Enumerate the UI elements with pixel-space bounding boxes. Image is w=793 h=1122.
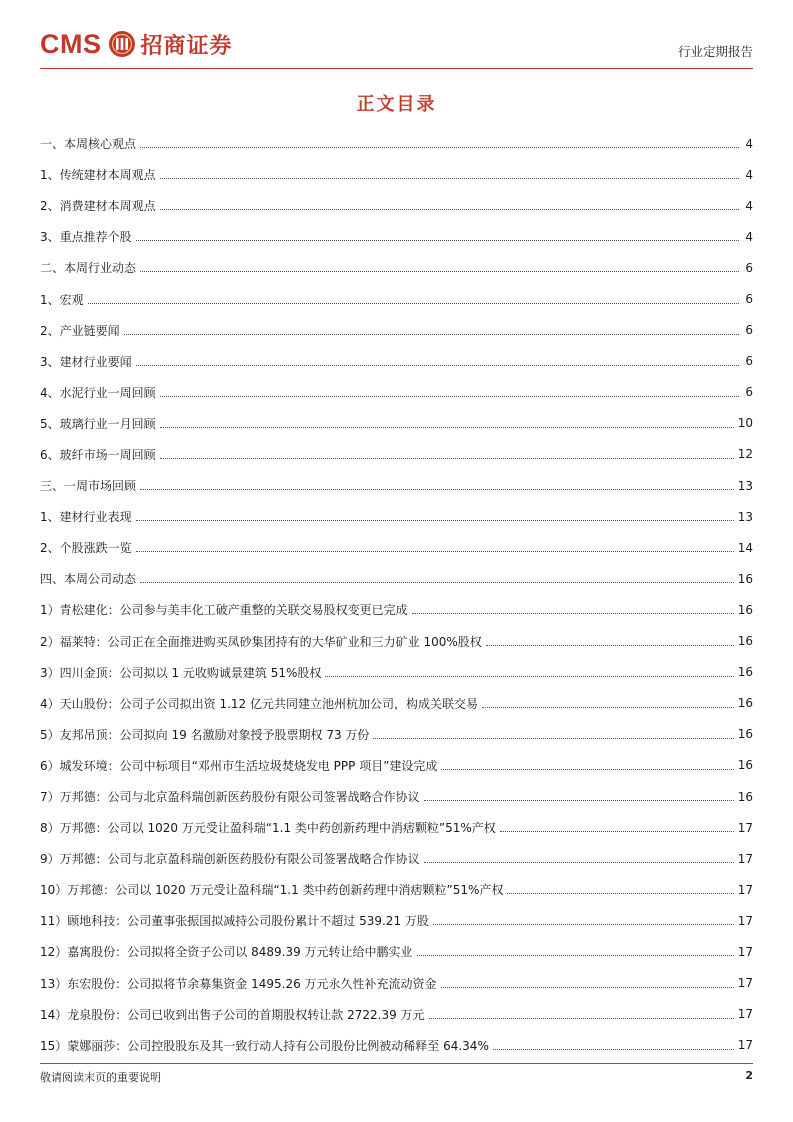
toc-entry-page: 6 [745,385,753,400]
toc-entry[interactable] [40,470,753,501]
toc-entry[interactable] [40,221,753,252]
header-divider [40,68,753,69]
toc-entry-title: 3、重点推荐个股 [40,230,132,245]
toc-entry[interactable] [40,999,753,1030]
toc-entry-page: 16 [737,758,753,773]
toc-entry[interactable] [40,781,753,812]
toc-entry[interactable] [40,377,753,408]
toc-dot-leader [417,955,734,956]
toc-dot-leader [136,520,734,521]
toc-entry-page: 10 [737,416,753,431]
toc-entry-page: 6 [745,260,753,275]
toc-dot-leader [482,707,734,708]
toc-dot-leader [441,987,734,988]
toc-dot-leader [429,1018,734,1019]
toc-dot-leader [160,396,739,397]
toc-entry[interactable] [40,252,753,283]
toc-entry-title: 12）嘉寓股份：公司拟将全资子公司以 8489.39 万元转让给中鹏实业 [40,945,413,960]
page-header [40,22,753,72]
toc-entry[interactable] [40,968,753,999]
toc-dot-leader [373,738,733,739]
toc-entry-title: 二、本周行业动态 [40,261,137,276]
toc-entry-title: 1、建材行业表现 [40,510,132,525]
toc-entry-title: 11）顾地科技：公司董事张振国拟减持公司股份累计不超过 539.21 万股 [40,914,429,929]
toc-entry[interactable] [40,905,753,936]
toc-dot-leader [140,271,739,272]
toc-entry[interactable] [40,936,753,967]
toc-dot-leader [140,489,734,490]
toc-entry-page: 13 [737,509,753,524]
toc-entry-title: 10）万邦德：公司以 1020 万元受让盈科瑞“1.1 类中药创新药理中消痞颗粒”51%产权 [40,883,504,898]
toc-entry-title: 15）蒙娜丽莎：公司控股股东及其一致行动人持有公司股份比例被动稀释至 64.34% [40,1038,489,1053]
toc-dot-leader [88,303,739,304]
toc-entry-page: 17 [737,882,753,897]
toc-entry-title: 9）万邦德：公司与北京盈科瑞创新医药股份有限公司签署战略合作协议 [40,852,420,867]
toc-entry[interactable] [40,408,753,439]
toc-entry[interactable] [40,315,753,346]
toc-entry-title: 三、一周市场回顾 [40,479,137,494]
logo-latin-text: CMS [40,28,102,59]
toc-dot-leader [500,831,734,832]
toc-dot-leader [160,458,734,459]
footer-divider [40,1063,753,1064]
toc-entry-page: 17 [737,944,753,959]
toc-entry-title: 14）龙泉股份：公司已收到出售子公司的首期股权转让款 2722.39 万元 [40,1007,425,1022]
toc-entry-page: 6 [745,292,753,307]
toc-dot-leader [441,769,733,770]
company-logo [40,26,233,62]
toc-entry[interactable] [40,626,753,657]
toc-entry-page: 6 [745,354,753,369]
toc-entry-title: 2、消费建材本周观点 [40,199,156,214]
toc-entry-title: 6、玻纤市场一周回顾 [40,447,156,462]
toc-entry[interactable] [40,843,753,874]
toc-entry-page: 4 [745,229,753,244]
toc-entry-title: 3、建材行业要闻 [40,354,132,369]
toc-entry[interactable] [40,346,753,377]
toc-entry-page: 16 [737,634,753,649]
toc-entry[interactable] [40,657,753,688]
toc-entry[interactable] [40,688,753,719]
toc-entry-page: 4 [745,198,753,213]
toc-entry[interactable] [40,1030,753,1061]
toc-entry[interactable] [40,563,753,594]
toc-entry-title: 4）天山股份：公司子公司拟出资 1.12 亿元共同建立池州杭加公司，构成关联交易 [40,696,478,711]
toc-entry[interactable] [40,283,753,314]
toc-entry-page: 16 [737,602,753,617]
toc-entry[interactable] [40,594,753,625]
toc-entry[interactable] [40,874,753,905]
toc-entry-page: 17 [737,913,753,928]
toc-entry-page: 12 [737,447,753,462]
toc-dot-leader [160,209,739,210]
toc-dot-leader [124,334,739,335]
toc-dot-leader [507,893,733,894]
footer-disclaimer: 敬请阅读末页的重要说明 [40,1071,161,1084]
logo-chinese-text: 招商证券 [140,32,233,59]
toc-entry-title: 1）青松建化：公司参与美丰化工破产重整的关联交易股权变更已完成 [40,603,408,618]
toc-entry-page: 17 [737,851,753,866]
toc-entry-page: 6 [745,323,753,338]
toc-entry-title: 7）万邦德：公司与北京盈科瑞创新医药股份有限公司签署战略合作协议 [40,790,420,805]
toc-dot-leader [140,582,734,583]
toc-entry-title: 2、个股涨跌一览 [40,541,132,556]
toc-entry[interactable] [40,812,753,843]
toc-entry-title: 1、宏观 [40,292,84,307]
toc-entry-page: 17 [737,820,753,835]
toc-dot-leader [486,645,734,646]
toc-entry-title: 13）东宏股份：公司拟将节余募集资金 1495.26 万元永久性补充流动资金 [40,976,437,991]
toc-dot-leader [160,427,734,428]
toc-entry-page: 14 [737,540,753,555]
toc-dot-leader [412,613,734,614]
toc-dot-leader [493,1049,734,1050]
logo-emblem-icon [108,30,136,58]
toc-entry-title: 8）万邦德：公司以 1020 万元受让盈科瑞“1.1 类中药创新药理中消痞颗粒”51%产权 [40,821,496,836]
toc-entry-title: 5、玻璃行业一月回顾 [40,416,156,431]
toc-entry-page: 17 [737,1038,753,1053]
toc-dot-leader [160,178,739,179]
toc-entry[interactable] [40,719,753,750]
toc-entry-page: 16 [737,696,753,711]
toc-dot-leader [136,551,734,552]
toc-entry-page: 4 [745,167,753,182]
toc-entry-page: 17 [737,1007,753,1022]
toc-dot-leader [325,676,733,677]
toc-entry-title: 四、本周公司动态 [40,572,137,587]
report-type-label: 行业定期报告 [677,44,753,59]
toc-entry[interactable] [40,439,753,470]
toc-entry-title: 6）城发环境：公司中标项目“邓州市生活垃圾焚烧发电 PPP 项目”建设完成 [40,758,438,773]
toc-entry-title: 一、本周核心观点 [40,137,137,152]
toc-entry[interactable] [40,532,753,563]
table-of-contents [40,128,753,1061]
toc-dot-leader [136,365,739,366]
toc-entry-page: 16 [737,665,753,680]
toc-entry-title: 5）友邦吊顶：公司拟向 19 名激励对象授予股票期权 73 万份 [40,727,370,742]
toc-entry-page: 4 [745,136,753,151]
toc-entry-page: 17 [737,976,753,991]
toc-entry[interactable] [40,128,753,159]
toc-entry-page: 16 [737,789,753,804]
toc-entry-title: 2）福莱特：公司正在全面推进购买凤砂集团持有的大华矿业和三力矿业 100%股权 [40,634,482,649]
toc-entry-page: 16 [737,727,753,742]
toc-entry[interactable] [40,190,753,221]
page-number: 2 [745,1069,753,1082]
toc-entry-title: 1、传统建材本周观点 [40,168,156,183]
toc-entry-page: 16 [737,571,753,586]
toc-entry[interactable] [40,750,753,781]
toc-dot-leader [424,862,734,863]
toc-dot-leader [140,147,739,148]
toc-entry-page: 13 [737,478,753,493]
toc-entry-title: 4、水泥行业一周回顾 [40,385,156,400]
toc-entry[interactable] [40,501,753,532]
toc-title: 正文目录 [356,94,437,115]
toc-entry-title: 3）四川金顶：公司拟以 1 元收购诚景建筑 51%股权 [40,665,322,680]
toc-dot-leader [136,240,739,241]
toc-dot-leader [433,924,734,925]
toc-entry[interactable] [40,159,753,190]
toc-dot-leader [424,800,734,801]
toc-entry-title: 2、产业链要闻 [40,323,120,338]
